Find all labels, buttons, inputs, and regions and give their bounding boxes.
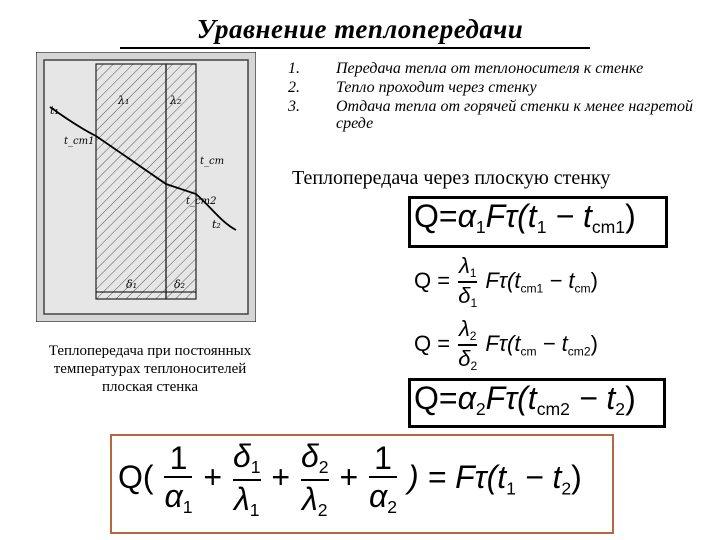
formula-4: $Q=\alpha_2F\tau(t_{cm2} - t_2)$ [414, 380, 636, 420]
label-lambda1: λ₁ [118, 94, 130, 107]
label-delta1: δ₁ [126, 278, 138, 291]
label-t1: t₁ [50, 104, 59, 117]
label-delta2: δ₂ [174, 278, 186, 291]
process-steps-list [288, 60, 718, 134]
formula-2: Q = $\frac{\lambda_1}{\delta_1}$ $F\tau(t_{cm1} - t_{cm})$ [414, 253, 598, 311]
formula-1: $Q=\alpha_1F\tau(t_1 - t_{cm1})$ [414, 198, 636, 238]
list-item [288, 98, 718, 132]
list-item [288, 60, 718, 77]
list-text: Передача тепла от теплоносителя к стенке [336, 60, 644, 77]
title-underline [120, 47, 590, 49]
label-tcm: t_cm [200, 156, 225, 167]
page-title: Уравнение теплопередачи [196, 14, 524, 44]
label-tcm2: t_cm2 [186, 196, 217, 207]
list-text: Тепло проходит через стенку [336, 79, 537, 96]
list-text: Отдача тепла от горячей стенки к менее нагретой среде [336, 98, 693, 132]
formula-combined: Q( $\frac{1}{\alpha_1}$ + $\frac{\delta_1}{\lambda_1}$ + $\frac{\delta_2}{\lambda_2}$ + $\frac{1}{\alpha_2}$ ) = $F\tau(t_1 - t_2)$ [118, 438, 582, 520]
list-item [288, 79, 718, 96]
section-heading: Теплопередача через плоскую стенку [292, 167, 611, 189]
list-number: 1. [288, 60, 300, 77]
figure-caption: Теплопередача при постоянных температурах теплоносителей плоская стенка [48, 343, 252, 395]
formula-3: Q = $\frac{\lambda_2}{\delta_2}$ $F\tau(t_{cm} - t_{cm2})$ [414, 316, 598, 374]
plane-wall-diagram [36, 52, 256, 322]
label-lambda2: λ₂ [170, 94, 182, 107]
list-number: 2. [288, 79, 300, 96]
label-t2: t₂ [212, 218, 221, 231]
list-number: 3. [288, 98, 300, 115]
label-tcm1: t_cm1 [64, 136, 95, 147]
wall-layer-1 [96, 64, 166, 299]
